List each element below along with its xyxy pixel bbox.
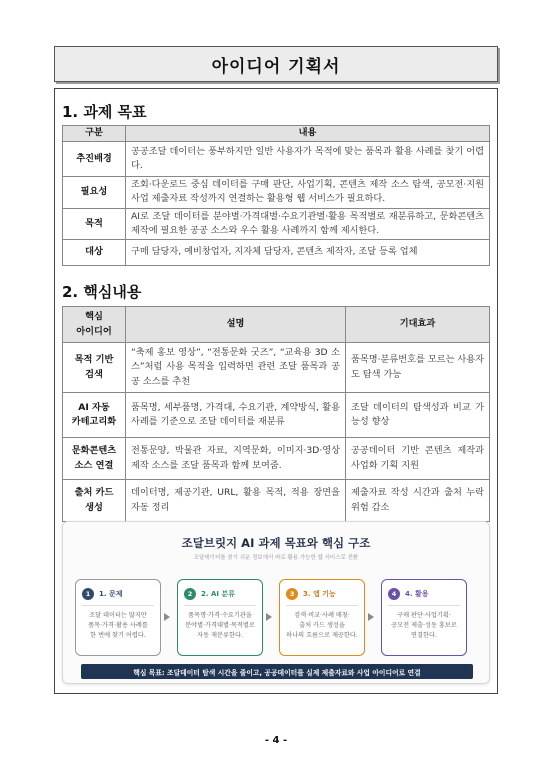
step-card-usage xyxy=(381,579,467,656)
section1-heading: 1. 과제 목표 xyxy=(62,103,147,121)
structure-infographic xyxy=(62,521,490,684)
goal-table-header xyxy=(63,126,490,142)
row-label: 출처 카드 생성 xyxy=(63,480,126,522)
core-table xyxy=(62,306,490,522)
divider xyxy=(184,605,256,606)
row-effect: 조달 데이터의 탐색성과 비교 가능성 향상 xyxy=(346,393,490,438)
goal-table xyxy=(62,125,490,266)
col-header-idea: 핵심 아이디어 xyxy=(63,307,126,343)
step-number-badge: 3 xyxy=(286,588,298,600)
table-row xyxy=(63,177,490,209)
row-label: 필요성 xyxy=(63,177,126,209)
core-goal-banner: 핵심 목표: 조달데이터 탐색 시간을 줄이고, 공공데이터를 실제 제출자료와 사업 아이디어로 연결 xyxy=(81,664,473,679)
document-title: 아이디어 기획서 xyxy=(54,46,498,82)
step-label: 1. 문제 xyxy=(99,590,123,598)
row-label: 목적 기반 검색 xyxy=(63,343,126,393)
step-card-app-feature xyxy=(279,579,365,656)
row-label: 대상 xyxy=(63,240,126,266)
row-effect: 제출자료 작성 시간과 출처 누락 위험 감소 xyxy=(346,480,490,522)
infographic-title: 조달브릿지 AI 과제 목표와 핵심 구조 xyxy=(181,536,371,550)
step-text: 검색·비교·사례 매칭· 출처 카드 생성을 하나의 흐름으로 제공한다. xyxy=(286,612,358,640)
row-desc: 데이터명, 제공기관, URL, 활용 목적, 적용 장면을 자동 정리 xyxy=(126,480,346,522)
divider xyxy=(82,605,154,606)
step-label: 4. 활용 xyxy=(405,590,429,598)
row-desc: “축제 홍보 영상”, “전통문화 굿즈”, “교육용 3D 소스”처럼 사용 목적을 입력하면 관련 조달 품목과 공공 소스를 추천 xyxy=(126,343,346,393)
step-card-problem xyxy=(75,579,161,656)
table-row xyxy=(63,142,490,177)
table-row xyxy=(63,208,490,240)
row-desc: 품목명, 세부품명, 가격대, 수요기관, 계약방식, 활용 사례를 기준으로 조달 데이터를 재분류 xyxy=(126,393,346,438)
step-number-badge: 2 xyxy=(184,588,196,600)
step-text: 조달 데이터는 많지만 품목·가격·활용 사례를 한 번에 찾기 어렵다. xyxy=(88,612,148,640)
col-header-effect: 기대효과 xyxy=(346,307,490,343)
section2-heading: 2. 핵심내용 xyxy=(62,283,142,301)
row-label: 목적 xyxy=(63,208,126,240)
arrow-right-icon xyxy=(164,613,170,621)
row-desc: 전통문양, 박물관 자료, 지역문화, 이미지·3D·영상 제작 소스를 조달 품목과 함께 보여줌. xyxy=(126,438,346,480)
table-row xyxy=(63,240,490,266)
page-number: - 4 - xyxy=(264,735,288,746)
step-card-ai-classify xyxy=(177,579,263,656)
row-content: 구매 담당자, 예비창업자, 지자체 담당자, 콘텐츠 제작자, 조달 등록 업체 xyxy=(126,240,490,266)
col-header-category: 구분 xyxy=(63,126,126,142)
row-content: 공공조달 데이터는 풍부하지만 일반 사용자가 목적에 맞는 품목과 활용 사례를 찾기 어렵다. xyxy=(126,142,490,177)
divider xyxy=(286,605,358,606)
row-effect: 품목명·분류번호를 모르는 사용자도 탐색 가능 xyxy=(346,343,490,393)
infographic-subtitle: 조달데이터를 찾기 쉬운 정보에서 바로 활용 가능한 웹 서비스로 전환 xyxy=(193,555,359,561)
table-row xyxy=(63,393,490,438)
row-label: 문화콘텐츠 소스 연결 xyxy=(63,438,126,480)
core-table-header xyxy=(63,307,490,343)
step-number-badge: 1 xyxy=(82,588,94,600)
table-row xyxy=(63,343,490,393)
step-label: 3. 앱 기능 xyxy=(303,590,336,598)
row-content: AI로 조달 데이터를 분야별·가격대별·수요기관별·활용 목적별로 재분류하고, 문화콘텐츠 제작에 필요한 공공 소스와 우수 활용 사례까지 함께 제시한다. xyxy=(126,208,490,240)
row-content: 조회·다운로드 중심 데이터를 구매 판단, 사업기획, 콘텐츠 제작 소스 탐색, 공모전·지원사업 제출자료 작성까지 연결하는 활용형 웹 서비스가 필요하다. xyxy=(126,177,490,209)
table-row xyxy=(63,438,490,480)
step-text: 구매 판단·사업기획· 공모전 제출·성동 홍보로 연결한다. xyxy=(391,612,457,640)
step-text: 품목명·가격·수요기관을 분야별·가격대별·목적별로 자동 재분류한다. xyxy=(185,612,255,640)
arrow-right-icon xyxy=(266,613,272,621)
col-header-desc: 설명 xyxy=(126,307,346,343)
step-label: 2. AI 분류 xyxy=(201,590,235,598)
divider xyxy=(388,605,460,606)
step-number-badge: 4 xyxy=(388,588,400,600)
row-label: 추진배경 xyxy=(63,142,126,177)
arrow-right-icon xyxy=(368,613,374,621)
col-header-content: 내용 xyxy=(126,126,490,142)
row-label: AI 자동 카테고리화 xyxy=(63,393,126,438)
table-row xyxy=(63,480,490,522)
row-effect: 공공데이터 기반 콘텐츠 제작과 사업화 기획 지원 xyxy=(346,438,490,480)
